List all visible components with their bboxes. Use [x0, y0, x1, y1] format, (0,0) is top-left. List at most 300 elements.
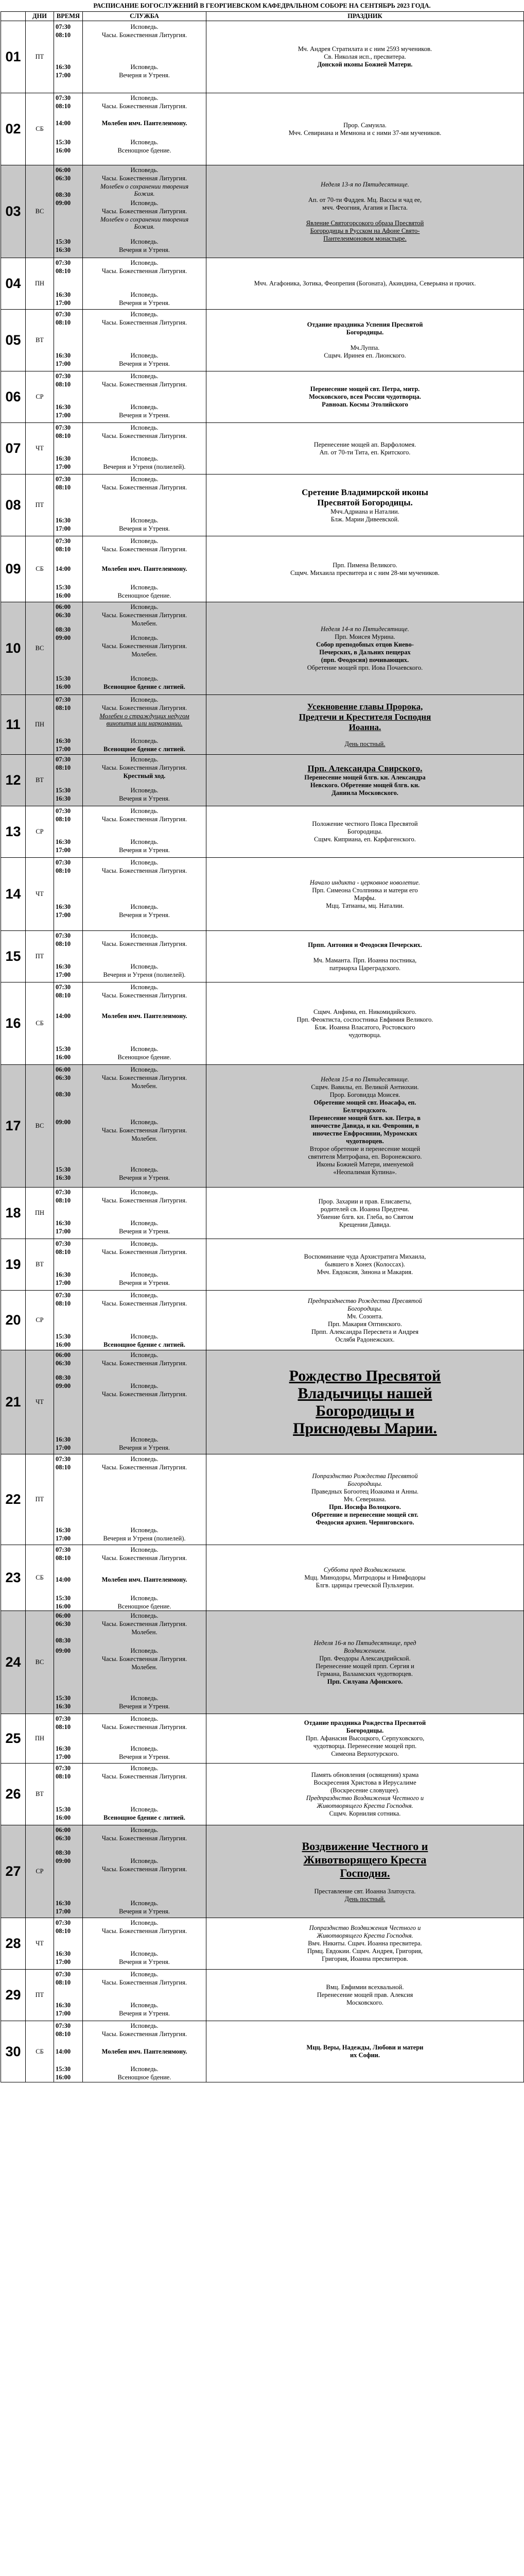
feast-line: Мчч. Агафоника, Зотика, Феопрепия (Богоната), Акиндина, Северьяна и прочих.	[254, 280, 476, 287]
time-cell	[54, 1714, 83, 1764]
feast-line: Мч. Созонта.	[347, 1312, 383, 1320]
service-name: Исповедь.	[130, 23, 159, 30]
service-time: 07:30	[56, 984, 71, 991]
service-name: Исповедь.	[130, 1271, 159, 1278]
weekday: ВС	[26, 1611, 54, 1714]
service-cell	[83, 1611, 206, 1714]
service-time: 08:10	[56, 816, 71, 823]
service-time: 07:30	[56, 1715, 71, 1722]
service-cell	[83, 1764, 206, 1825]
service-name: Всенощное бдение.	[117, 2074, 171, 2081]
feast-line: Воспоминание чуда Архистратига Михаила,	[304, 1253, 426, 1260]
feast-line: Отдание праздника Рождества Пресвятой	[304, 1719, 426, 1726]
feast-line: патриарха Цареградского.	[329, 964, 401, 972]
service-name: Часы. Божественная Литургия.	[101, 940, 187, 947]
feast-cell	[206, 2021, 524, 2082]
service-time: 15:30	[56, 1694, 71, 1702]
service-name: Всенощное бдение.	[117, 147, 171, 154]
feast-line: Прп. Силуана Афонского.	[327, 1677, 403, 1685]
feast-line: Богородицы и	[316, 1402, 414, 1419]
service-time: 14:00	[56, 120, 71, 127]
service-time: 08:10	[56, 1197, 71, 1204]
feast-line: Богородицы.	[347, 828, 382, 835]
service-time: 17:00	[56, 412, 71, 419]
service-name: Молебен.	[131, 620, 158, 627]
feast-line: Обретение мощей свт. Иоасафа, еп.	[313, 1099, 416, 1106]
service-name: Всенощное бдение.	[117, 592, 171, 599]
service-time: 08:10	[56, 1723, 71, 1731]
service-time: 07:30	[56, 311, 71, 318]
day-number: 02	[1, 93, 26, 165]
weekday: СР	[26, 1291, 54, 1350]
service-name: Божия.	[134, 190, 155, 197]
service-time: 07:30	[56, 1292, 71, 1299]
feast-line: Вмч. Никиты. Сщмч. Иоанна пресвитера.	[308, 1940, 422, 1947]
service-cell	[83, 536, 206, 602]
time-cell	[54, 982, 83, 1065]
feast-line: Феодосия архиеп. Черниговского.	[316, 1519, 414, 1526]
time-cell	[54, 1239, 83, 1291]
weekday: ЧТ	[26, 1918, 54, 1970]
service-time: 17:00	[56, 745, 71, 753]
feast-line: Мч. Андрея Стратилата и с ним 2593 мучеников.	[298, 45, 432, 53]
service-name: Исповедь.	[130, 603, 159, 611]
service-name: Часы. Божественная Литургия.	[101, 867, 187, 874]
weekday: ЧТ	[26, 858, 54, 931]
day-number: 04	[1, 258, 26, 310]
service-cell	[83, 1065, 206, 1188]
service-name: Исповедь.	[130, 1826, 159, 1834]
service-name: Часы. Божественная Литургия.	[101, 1927, 187, 1935]
service-name: Исповедь.	[130, 94, 159, 101]
service-name: Часы. Божественная Литургия.	[101, 612, 187, 619]
day-number: 25	[1, 1714, 26, 1764]
service-name: Молебен о сохранении творения	[100, 216, 189, 223]
feast-cell	[206, 1545, 524, 1611]
day-number: 28	[1, 1918, 26, 1970]
service-name: Исповедь.	[130, 737, 159, 744]
feast-line: их Софии.	[350, 2052, 380, 2059]
table-row	[1, 858, 524, 931]
table-row	[1, 1714, 524, 1764]
service-time: 15:30	[56, 2065, 71, 2073]
table-row	[1, 931, 524, 982]
service-time: 15:30	[56, 139, 71, 146]
day-number: 29	[1, 1970, 26, 2021]
feast-line: Явление Святогорсокого образа Пресвятой	[306, 219, 424, 227]
time-cell	[54, 1918, 83, 1970]
feast-line: «Неопалимая Купина».	[333, 1168, 397, 1176]
service-time: 06:00	[56, 1066, 71, 1073]
feast-line: Марфы.	[354, 894, 376, 902]
service-time: 08:30	[56, 1091, 71, 1098]
feast-line: Московского, всея России чудотворца.	[309, 393, 421, 400]
weekday: ПН	[26, 1714, 54, 1764]
feast-line: Прп. Симеона Столпника и матери его	[312, 886, 418, 894]
service-time: 06:00	[56, 603, 71, 611]
service-time: 17:00	[56, 1908, 71, 1915]
feast-cell	[206, 93, 524, 165]
service-name: Вечерня и Утреня.	[119, 795, 170, 802]
feast-line: святителя Митрофана, еп. Воронежского.	[308, 1153, 422, 1160]
table-row	[1, 1291, 524, 1350]
feast-cell	[206, 165, 524, 258]
table-row	[1, 1188, 524, 1239]
service-name: винопития или наркомании.	[106, 720, 183, 727]
service-time: 16:00	[56, 592, 71, 599]
feast-cell	[206, 1239, 524, 1291]
feast-line: Воскресения Христова в Иерусалиме	[313, 1778, 416, 1786]
feast-line: Пресвятой Богородицы.	[317, 497, 413, 507]
service-time: 16:30	[56, 1900, 71, 1907]
feast-line: Животворящего Креста	[303, 1853, 427, 1866]
service-time: 16:30	[56, 1703, 71, 1710]
feast-line: Мчч. Севириана и Мемнона и с ними 37-ми мучеников.	[288, 129, 442, 137]
service-time: 17:00	[56, 1535, 71, 1542]
service-time: 14:00	[56, 1576, 71, 1583]
service-time: 16:30	[56, 838, 71, 845]
service-time: 08:10	[56, 381, 71, 388]
service-name: Вечерня и Утреня.	[119, 1279, 170, 1286]
service-name: Часы. Божественная Литургия.	[101, 1248, 187, 1256]
header-weekday: ДНИ	[26, 12, 54, 21]
feast-line: Неделя 16-я по Пятидесятнице, пред	[313, 1639, 416, 1647]
service-name: Исповедь.	[130, 291, 159, 298]
feast-line: Иконы Божией Матери, именуемой	[316, 1161, 414, 1168]
feast-line: (Воскресение словущее).	[330, 1786, 399, 1794]
service-time: 16:30	[56, 403, 71, 411]
service-cell	[83, 858, 206, 931]
service-time: 07:30	[56, 1765, 71, 1772]
service-cell	[83, 1239, 206, 1291]
service-time: 09:00	[56, 1647, 71, 1654]
feast-line: Даниила Московского.	[331, 789, 398, 796]
service-name: Часы. Божественная Литургия.	[101, 175, 187, 182]
service-time: 16:30	[56, 963, 71, 970]
service-name: Исповедь.	[130, 1292, 159, 1299]
service-name: Часы. Божественная Литургия.	[101, 1074, 187, 1081]
feast-cell	[206, 602, 524, 695]
feast-cell	[206, 1350, 524, 1454]
feast-line: Владычицы нашей	[298, 1384, 432, 1402]
feast-cell	[206, 1454, 524, 1545]
service-cell	[83, 931, 206, 982]
service-time: 07:30	[56, 2022, 71, 2029]
service-name: Часы. Божественная Литургия.	[101, 208, 187, 215]
service-time: 08:10	[56, 267, 71, 275]
service-name: Часы. Божественная Литургия.	[101, 1127, 187, 1134]
feast-line: Блж. Иоанна Власатого, Ростовского	[315, 1023, 415, 1031]
feast-line: Положение честного Пояса Пресвятой	[312, 820, 418, 827]
weekday: ПН	[26, 258, 54, 310]
service-time: 09:00	[56, 1857, 71, 1865]
service-name: Исповедь.	[130, 584, 159, 591]
time-cell	[54, 1970, 83, 2021]
weekday: ПТ	[26, 1970, 54, 2021]
time-cell	[54, 1065, 83, 1188]
service-name: Исповедь.	[130, 963, 159, 970]
service-name: Вечерня и Утреня.	[119, 1228, 170, 1235]
feast-line: Сщмч. Вавилы, еп. Великой Антиохии.	[311, 1083, 419, 1091]
feast-cell	[206, 1611, 524, 1714]
feast-line: Отдание праздника Успения Пресвятой	[307, 321, 423, 328]
feast-line: Прп. Афанасия Высоцкого, Серпуховского,	[305, 1735, 425, 1742]
service-cell	[83, 1454, 206, 1545]
service-name: Молебен о сохранении творения	[100, 183, 189, 190]
service-name: Вечерня и Утреня.	[119, 1703, 170, 1710]
table-row	[1, 1825, 524, 1918]
service-time: 08:10	[56, 2030, 71, 2038]
service-time: 07:30	[56, 807, 71, 815]
service-time: 06:30	[56, 612, 71, 619]
service-time: 17:00	[56, 1958, 71, 1965]
feast-line: Мцц. Веры, Надежды, Любови и матери	[306, 2044, 424, 2051]
feast-cell	[206, 1918, 524, 1970]
feast-line	[211, 1880, 519, 1888]
service-time: 08:10	[56, 319, 71, 326]
service-name: Исповедь.	[130, 537, 159, 545]
feast-line: Обретение мощей прп. Иова Почаевского.	[307, 664, 423, 671]
service-name: Божия.	[134, 223, 155, 230]
service-name: Часы. Божественная Литургия.	[101, 103, 187, 110]
service-name: Исповедь.	[130, 166, 159, 174]
service-name: Всенощное бдение с литией.	[103, 1341, 185, 1348]
service-time: 06:30	[56, 1835, 71, 1842]
feast-line: Прп. Макария Оптинского.	[327, 1320, 403, 1328]
service-name: Исповедь.	[130, 139, 159, 146]
schedule-table	[1, 11, 524, 2082]
feast-line: иночестве Давида, и кн. Февронии, в	[311, 1122, 419, 1129]
service-name: Часы. Божественная Литургия.	[101, 381, 187, 388]
service-name: Вечерня и Утреня (полиелей).	[103, 463, 186, 470]
service-name: Часы. Божественная Литургия.	[101, 267, 187, 275]
service-name: Исповедь.	[130, 2002, 159, 2009]
day-number: 17	[1, 1065, 26, 1188]
feast-cell	[206, 755, 524, 806]
time-cell	[54, 1291, 83, 1350]
service-name: Часы. Божественная Литургия.	[101, 1835, 187, 1842]
service-time: 08:10	[56, 1248, 71, 1256]
feast-line: День постный.	[344, 740, 386, 748]
service-time: 07:30	[56, 537, 71, 545]
service-name: Часы. Божественная Литургия.	[101, 764, 187, 771]
service-name: Исповедь.	[130, 2022, 159, 2029]
table-row	[1, 1239, 524, 1291]
feast-line: Господня.	[340, 1867, 390, 1879]
feast-line: Животворящего Креста Господня.	[317, 1802, 413, 1809]
service-time: 15:30	[56, 238, 71, 245]
service-name: Исповедь.	[130, 517, 159, 524]
service-name: Исповедь.	[130, 1527, 159, 1534]
service-time: 16:30	[56, 63, 71, 71]
day-number: 06	[1, 371, 26, 423]
service-name: Исповедь.	[130, 1694, 159, 1702]
service-name: Вечерня и Утреня.	[119, 2010, 170, 2017]
service-time: 16:00	[56, 1603, 71, 1610]
table-row	[1, 1918, 524, 1970]
feast-line: Сщмч. Анфима, еп. Никомидийского.	[313, 1008, 416, 1015]
day-number: 14	[1, 858, 26, 931]
table-row	[1, 806, 524, 858]
weekday: ПТ	[26, 474, 54, 536]
feast-line: Блгв. царицы греческой Пульхерии.	[316, 1582, 414, 1589]
feast-line: Богородицы.	[346, 329, 384, 336]
service-cell	[83, 474, 206, 536]
feast-cell	[206, 1188, 524, 1239]
service-time: 16:30	[56, 1527, 71, 1534]
feast-cell	[206, 371, 524, 423]
feast-line: Сщмч. Иринея еп. Лионского.	[324, 352, 406, 359]
service-name: Исповедь.	[130, 756, 159, 763]
day-number: 20	[1, 1291, 26, 1350]
service-time: 17:00	[56, 360, 71, 367]
service-time: 17:00	[56, 1753, 71, 1760]
service-name: Часы. Божественная Литургия.	[101, 992, 187, 999]
feast-line: Мчч.Адриана и Наталии.	[330, 507, 399, 515]
day-number: 01	[1, 21, 26, 93]
service-name: Вечерня и Утреня.	[119, 1174, 170, 1181]
feast-cell	[206, 858, 524, 931]
service-time: 08:30	[56, 626, 71, 633]
service-name: Исповедь.	[130, 1118, 159, 1126]
service-name: Часы. Божественная Литургия.	[101, 546, 187, 553]
day-number: 12	[1, 755, 26, 806]
time-cell	[54, 474, 83, 536]
day-number: 10	[1, 602, 26, 695]
weekday: ПН	[26, 1188, 54, 1239]
service-time: 06:30	[56, 175, 71, 182]
service-name: Исповедь.	[130, 1382, 159, 1389]
feast-line: Попразднство Рождества Пресвятой	[312, 1472, 418, 1480]
day-number: 15	[1, 931, 26, 982]
feast-line: Воздвижение Честного и	[302, 1840, 428, 1853]
service-cell	[83, 423, 206, 474]
service-name: Исповедь.	[130, 1612, 159, 1619]
time-cell	[54, 93, 83, 165]
service-name: Исповедь.	[130, 1455, 159, 1463]
feast-cell	[206, 1970, 524, 2021]
service-time: 17:00	[56, 2010, 71, 2017]
service-name: Исповедь.	[130, 1857, 159, 1865]
feast-line	[211, 949, 519, 957]
service-name: Вечерня и Утреня.	[119, 846, 170, 854]
service-name: Часы. Божественная Литургия.	[101, 1866, 187, 1873]
service-time: 06:00	[56, 166, 71, 174]
service-cell	[83, 982, 206, 1065]
feast-cell	[206, 1291, 524, 1350]
service-name: Часы. Божественная Литургия.	[101, 1620, 187, 1628]
service-time: 15:30	[56, 584, 71, 591]
service-time: 08:30	[56, 1374, 71, 1381]
weekday: ЧТ	[26, 423, 54, 474]
time-cell	[54, 1350, 83, 1454]
service-name: Часы. Божественная Литургия.	[101, 1391, 187, 1398]
feast-line: Прпп. Александра Пересвета и Андрея	[311, 1328, 419, 1335]
feast-line: Блж. Марии Дивеевской.	[330, 515, 399, 523]
service-name: Исповедь.	[130, 63, 159, 71]
table-row	[1, 982, 524, 1065]
service-name: Вечерня и Утреня (полиелей).	[103, 1535, 186, 1542]
service-time: 08:10	[56, 31, 71, 39]
time-cell	[54, 310, 83, 371]
service-time: 16:30	[56, 2002, 71, 2009]
weekday: СР	[26, 806, 54, 858]
feast-line: Вмц. Евфимии всехвальной.	[326, 1984, 404, 1991]
service-name: Исповедь.	[130, 424, 159, 431]
time-cell	[54, 931, 83, 982]
feast-line: Богородицы в Русском на Афоне Свято-	[310, 227, 420, 234]
time-cell	[54, 1545, 83, 1611]
service-name: Исповедь.	[130, 1240, 159, 1247]
service-time: 16:30	[56, 1436, 71, 1443]
service-time: 07:30	[56, 1455, 71, 1463]
feast-cell	[206, 1714, 524, 1764]
weekday: ВТ	[26, 310, 54, 371]
feast-line: Предпразднство Воздвижения Честного и	[306, 1794, 424, 1802]
service-cell	[83, 755, 206, 806]
feast-line: Перенесение мощей прав. Алексия	[317, 1991, 413, 1998]
service-name: Исповедь.	[130, 1189, 159, 1196]
feast-line	[211, 189, 519, 196]
service-name: Исповедь.	[130, 1436, 159, 1443]
feast-line: Суббота пред Воздвижением.	[323, 1566, 407, 1573]
feast-line: Прор. Боговидца Моисея.	[329, 1091, 400, 1098]
table-row	[1, 1611, 524, 1714]
time-cell	[54, 1188, 83, 1239]
service-time: 08:10	[56, 103, 71, 110]
service-name: Вечерня и Утреня.	[119, 360, 170, 367]
feast-cell	[206, 1764, 524, 1825]
service-time: 16:30	[56, 795, 71, 802]
weekday: ВТ	[26, 755, 54, 806]
service-time: 16:00	[56, 683, 71, 690]
service-name: Исповедь.	[130, 675, 159, 682]
service-name: Исповедь.	[130, 311, 159, 318]
service-time: 07:30	[56, 372, 71, 380]
service-name: Часы. Божественная Литургия.	[101, 1197, 187, 1204]
service-cell	[83, 165, 206, 258]
service-name: Часы. Божественная Литургия.	[101, 319, 187, 326]
service-name: Часы. Божественная Литургия.	[101, 484, 187, 491]
feast-line: Неделя 13-я по Пятидесятнице.	[321, 180, 409, 188]
feast-line	[211, 733, 519, 740]
weekday: СР	[26, 1825, 54, 1918]
feast-line: Приснодевы Марии.	[293, 1419, 437, 1437]
feast-line: Усекновение главы Пророка,	[307, 701, 423, 711]
feast-line	[211, 212, 519, 219]
feast-line: Прп. Моисея Мурина.	[335, 633, 395, 640]
feast-line: Пантелеимоновом монастыре.	[323, 234, 407, 242]
weekday: ВС	[26, 602, 54, 695]
time-cell	[54, 371, 83, 423]
page-title: РАСПИСАНИЕ БОГОСЛУЖЕНИЙ В ГЕОРГИЕВСКОМ КАФЕДРАЛЬНОМ СОБОРЕ НА СЕНТЯБРЬ 2023 ГОДА.	[93, 2, 431, 9]
service-time: 15:30	[56, 675, 71, 682]
feast-line: Мцц. Минодоры, Митродоры и Нимфодоры	[304, 1574, 426, 1581]
service-time: 08:10	[56, 764, 71, 771]
service-time: 06:30	[56, 1074, 71, 1081]
service-name: Вечерня и Утреня.	[119, 246, 170, 253]
time-cell	[54, 2021, 83, 2082]
table-row	[1, 755, 524, 806]
feast-line: Предтечи и Крестителя Господня	[299, 711, 431, 722]
weekday: СБ	[26, 982, 54, 1065]
feast-line: Прмц. Евдокии. Сщмч. Андрея, Григория,	[307, 1947, 423, 1955]
service-name: Исповедь.	[130, 1546, 159, 1553]
feast-line: Сщмч. Киприана, еп. Карфагенского.	[314, 836, 416, 843]
weekday: СР	[26, 371, 54, 423]
day-number: 22	[1, 1454, 26, 1545]
weekday: ПТ	[26, 931, 54, 982]
